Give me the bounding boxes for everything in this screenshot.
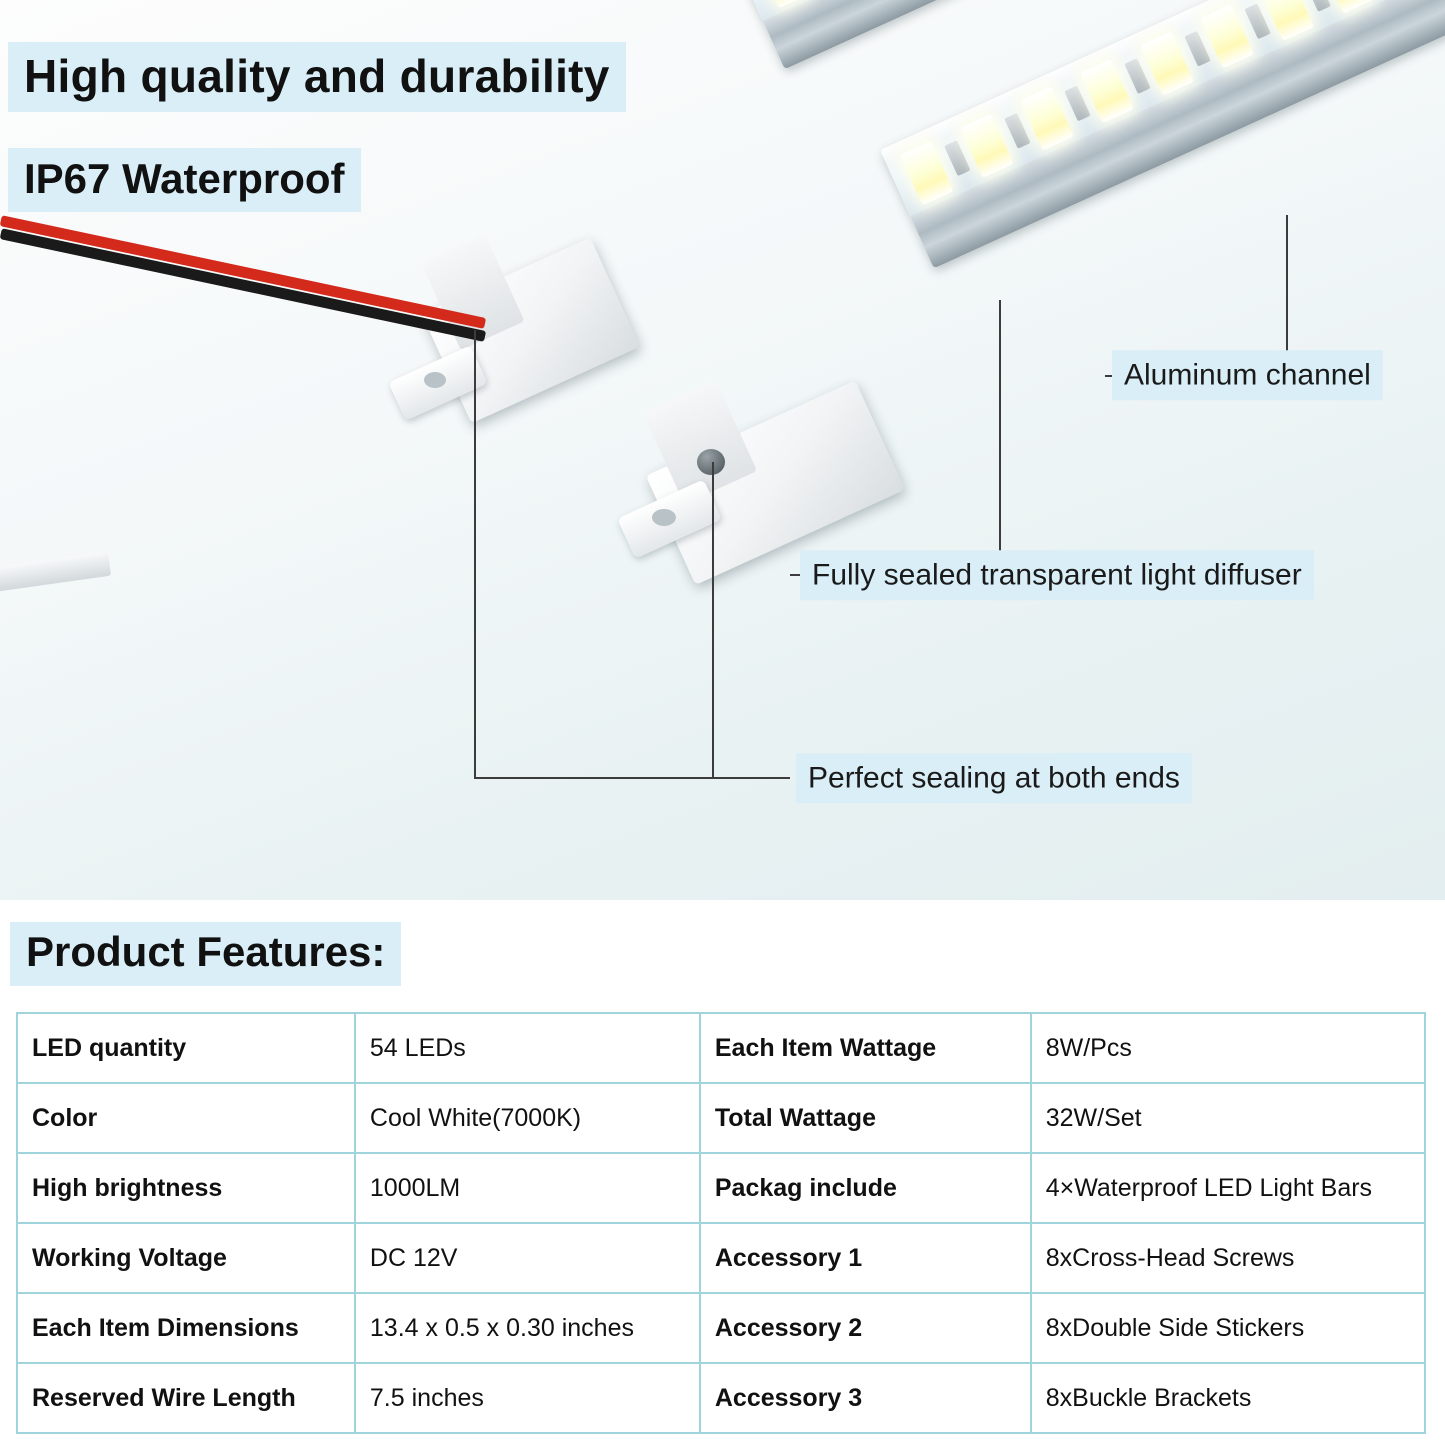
feature-value: 54 LEDs <box>355 1013 700 1083</box>
led-light-bar-lower <box>880 0 1445 268</box>
table-row <box>17 1083 1425 1153</box>
feature-key: Packag include <box>700 1153 1031 1223</box>
table-row <box>17 1013 1425 1083</box>
feature-value: 8xCross-Head Screws <box>1031 1223 1425 1293</box>
table-row <box>17 1223 1425 1293</box>
feature-key: Working Voltage <box>17 1223 355 1293</box>
table-row <box>17 1363 1425 1433</box>
wire-sheath <box>0 552 111 592</box>
power-wire-black <box>0 228 486 342</box>
feature-value: 7.5 inches <box>355 1363 700 1433</box>
feature-value: 1000LM <box>355 1153 700 1223</box>
feature-value: 4×Waterproof LED Light Bars <box>1031 1153 1425 1223</box>
bracket-hole-lower <box>652 509 676 526</box>
leader-diffuser-vertical <box>999 300 1001 575</box>
feature-value: 8xBuckle Brackets <box>1031 1363 1425 1433</box>
table-row <box>17 1153 1425 1223</box>
leader-seal-left-vertical <box>474 330 476 778</box>
headline-banner: High quality and durability <box>8 42 626 112</box>
feature-value: Cool White(7000K) <box>355 1083 700 1153</box>
product-features-section <box>0 900 1445 1445</box>
features-table <box>16 1012 1426 1434</box>
leader-seal-horizontal <box>474 777 790 779</box>
leader-seal-right-vertical <box>712 462 714 778</box>
feature-value: DC 12V <box>355 1223 700 1293</box>
callout-light-diffuser: Fully sealed transparent light diffuser <box>800 550 1314 600</box>
subhead-banner: IP67 Waterproof <box>8 148 361 212</box>
feature-key: Accessory 3 <box>700 1363 1031 1433</box>
features-title: Product Features: <box>10 922 401 986</box>
bar-housing-lower <box>880 0 1445 268</box>
feature-key: LED quantity <box>17 1013 355 1083</box>
feature-key: Color <box>17 1083 355 1153</box>
power-wire-red <box>0 215 486 329</box>
table-row <box>17 1293 1425 1363</box>
feature-key: Accessory 1 <box>700 1223 1031 1293</box>
feature-value: 32W/Set <box>1031 1083 1425 1153</box>
feature-value: 8xDouble Side Stickers <box>1031 1293 1425 1363</box>
screw-head <box>697 449 725 475</box>
feature-key: Each Item Wattage <box>700 1013 1031 1083</box>
feature-key: Reserved Wire Length <box>17 1363 355 1433</box>
feature-key: Total Wattage <box>700 1083 1031 1153</box>
callout-end-sealing: Perfect sealing at both ends <box>796 753 1192 803</box>
callout-aluminum-channel: Aluminum channel <box>1112 350 1383 400</box>
bracket-hole-upper <box>424 372 446 388</box>
feature-key: Accessory 2 <box>700 1293 1031 1363</box>
feature-key: Each Item Dimensions <box>17 1293 355 1363</box>
feature-key: High brightness <box>17 1153 355 1223</box>
feature-value: 8W/Pcs <box>1031 1013 1425 1083</box>
feature-value: 13.4 x 0.5 x 0.30 inches <box>355 1293 700 1363</box>
